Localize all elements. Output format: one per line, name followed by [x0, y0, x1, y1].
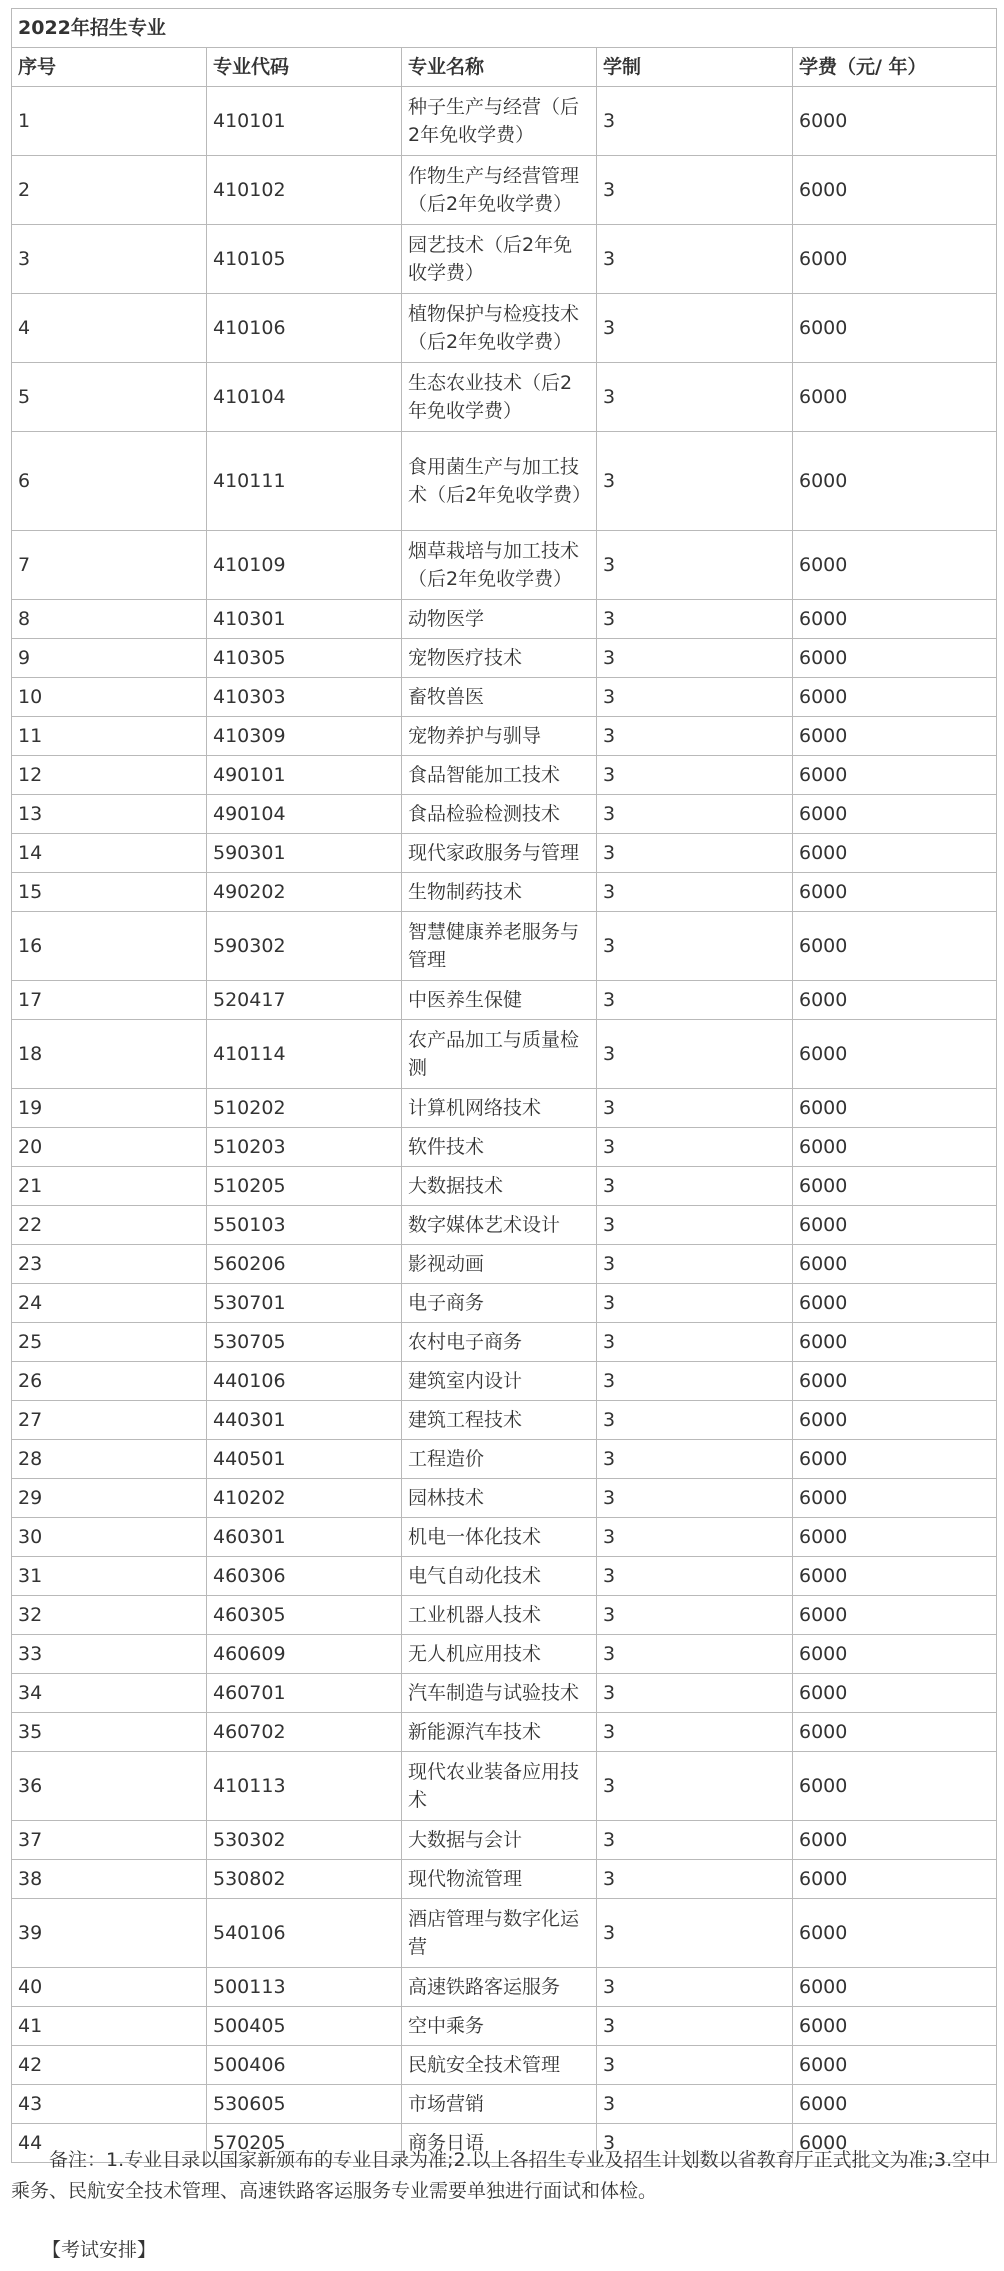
cell-fee: 6000: [793, 717, 997, 756]
cell-name: 种子生产与经营（后2年免收学费）: [402, 87, 597, 156]
cell-fee: 6000: [793, 432, 997, 531]
cell-name: 计算机网络技术: [402, 1089, 597, 1128]
cell-name: 农产品加工与质量检测: [402, 1020, 597, 1089]
cell-code: 410114: [207, 1020, 402, 1089]
cell-years: 3: [597, 1479, 793, 1518]
cell-no: 43: [12, 2085, 207, 2124]
cell-fee: 6000: [793, 981, 997, 1020]
cell-no: 28: [12, 1440, 207, 1479]
cell-code: 460305: [207, 1596, 402, 1635]
cell-years: 3: [597, 531, 793, 600]
table-row: [12, 1245, 997, 1284]
cell-name: 大数据技术: [402, 1167, 597, 1206]
cell-name: 商务日语: [402, 2124, 597, 2163]
cell-code: 510203: [207, 1128, 402, 1167]
cell-years: 3: [597, 1518, 793, 1557]
cell-fee: 6000: [793, 1752, 997, 1821]
cell-name: 电气自动化技术: [402, 1557, 597, 1596]
cell-code: 520417: [207, 981, 402, 1020]
table-row: [12, 1713, 997, 1752]
cell-code: 410102: [207, 156, 402, 225]
cell-years: 3: [597, 1245, 793, 1284]
cell-fee: 6000: [793, 912, 997, 981]
cell-no: 44: [12, 2124, 207, 2163]
cell-fee: 6000: [793, 1401, 997, 1440]
cell-no: 15: [12, 873, 207, 912]
cell-code: 590301: [207, 834, 402, 873]
table-row: [12, 2046, 997, 2085]
cell-fee: 6000: [793, 1089, 997, 1128]
cell-name: 烟草栽培与加工技术（后2年免收学费）: [402, 531, 597, 600]
cell-fee: 6000: [793, 1968, 997, 2007]
cell-code: 530802: [207, 1860, 402, 1899]
cell-no: 2: [12, 156, 207, 225]
table-row: [12, 1596, 997, 1635]
cell-years: 3: [597, 1167, 793, 1206]
table-row: [12, 156, 997, 225]
cell-name: 无人机应用技术: [402, 1635, 597, 1674]
cell-no: 25: [12, 1323, 207, 1362]
cell-fee: 6000: [793, 1284, 997, 1323]
cell-fee: 6000: [793, 756, 997, 795]
header-years: 学制: [597, 48, 793, 87]
cell-fee: 6000: [793, 2085, 997, 2124]
cell-no: 7: [12, 531, 207, 600]
cell-years: 3: [597, 678, 793, 717]
cell-years: 3: [597, 600, 793, 639]
cell-code: 410301: [207, 600, 402, 639]
cell-years: 3: [597, 2007, 793, 2046]
cell-code: 410109: [207, 531, 402, 600]
cell-code: 510205: [207, 1167, 402, 1206]
header-name: 专业名称: [402, 48, 597, 87]
cell-years: 3: [597, 2085, 793, 2124]
cell-name: 植物保护与检疫技术（后2年免收学费）: [402, 294, 597, 363]
cell-fee: 6000: [793, 1518, 997, 1557]
cell-no: 8: [12, 600, 207, 639]
cell-name: 园艺技术（后2年免收学费）: [402, 225, 597, 294]
cell-years: 3: [597, 294, 793, 363]
cell-no: 34: [12, 1674, 207, 1713]
cell-years: 3: [597, 1821, 793, 1860]
cell-name: 软件技术: [402, 1128, 597, 1167]
cell-name: 民航安全技术管理: [402, 2046, 597, 2085]
table-row: [12, 225, 997, 294]
cell-no: 3: [12, 225, 207, 294]
cell-years: 3: [597, 1284, 793, 1323]
cell-code: 410104: [207, 363, 402, 432]
cell-name: 电子商务: [402, 1284, 597, 1323]
cell-code: 540106: [207, 1899, 402, 1968]
table-header-row: [12, 48, 997, 87]
cell-fee: 6000: [793, 1860, 997, 1899]
cell-years: 3: [597, 1206, 793, 1245]
cell-name: 新能源汽车技术: [402, 1713, 597, 1752]
cell-code: 410305: [207, 639, 402, 678]
table-row: [12, 1401, 997, 1440]
cell-fee: 6000: [793, 795, 997, 834]
cell-code: 570205: [207, 2124, 402, 2163]
cell-no: 37: [12, 1821, 207, 1860]
cell-name: 生物制药技术: [402, 873, 597, 912]
cell-code: 410111: [207, 432, 402, 531]
table-row: [12, 1518, 997, 1557]
cell-fee: 6000: [793, 531, 997, 600]
cell-name: 建筑工程技术: [402, 1401, 597, 1440]
cell-no: 24: [12, 1284, 207, 1323]
cell-code: 460301: [207, 1518, 402, 1557]
cell-years: 3: [597, 1020, 793, 1089]
cell-fee: 6000: [793, 1821, 997, 1860]
cell-code: 550103: [207, 1206, 402, 1245]
table-row: [12, 795, 997, 834]
cell-code: 440501: [207, 1440, 402, 1479]
cell-years: 3: [597, 1557, 793, 1596]
table-row: [12, 1557, 997, 1596]
cell-years: 3: [597, 1899, 793, 1968]
cell-fee: 6000: [793, 1899, 997, 1968]
cell-code: 460702: [207, 1713, 402, 1752]
cell-code: 500406: [207, 2046, 402, 2085]
cell-no: 12: [12, 756, 207, 795]
cell-years: 3: [597, 156, 793, 225]
cell-code: 410106: [207, 294, 402, 363]
cell-years: 3: [597, 432, 793, 531]
cell-fee: 6000: [793, 1635, 997, 1674]
cell-fee: 6000: [793, 1479, 997, 1518]
cell-code: 410202: [207, 1479, 402, 1518]
cell-name: 机电一体化技术: [402, 1518, 597, 1557]
cell-name: 酒店管理与数字化运营: [402, 1899, 597, 1968]
cell-fee: 6000: [793, 1245, 997, 1284]
cell-fee: 6000: [793, 1206, 997, 1245]
cell-fee: 6000: [793, 639, 997, 678]
cell-years: 3: [597, 1968, 793, 2007]
table-row: [12, 1635, 997, 1674]
table-row: [12, 1362, 997, 1401]
cell-years: 3: [597, 1440, 793, 1479]
cell-no: 1: [12, 87, 207, 156]
cell-years: 3: [597, 2046, 793, 2085]
cell-no: 23: [12, 1245, 207, 1284]
cell-fee: 6000: [793, 294, 997, 363]
cell-code: 530302: [207, 1821, 402, 1860]
table-row: [12, 756, 997, 795]
cell-name: 宠物医疗技术: [402, 639, 597, 678]
cell-no: 14: [12, 834, 207, 873]
table-row: [12, 432, 997, 531]
cell-code: 530701: [207, 1284, 402, 1323]
cell-fee: 6000: [793, 156, 997, 225]
cell-code: 530605: [207, 2085, 402, 2124]
cell-years: 3: [597, 1860, 793, 1899]
cell-fee: 6000: [793, 87, 997, 156]
cell-no: 29: [12, 1479, 207, 1518]
cell-name: 农村电子商务: [402, 1323, 597, 1362]
header-fee: 学费（元/ 年）: [793, 48, 997, 87]
table-row: [12, 1284, 997, 1323]
cell-code: 410113: [207, 1752, 402, 1821]
cell-fee: 6000: [793, 225, 997, 294]
cell-no: 21: [12, 1167, 207, 1206]
cell-fee: 6000: [793, 2007, 997, 2046]
cell-fee: 6000: [793, 2124, 997, 2163]
cell-name: 畜牧兽医: [402, 678, 597, 717]
cell-name: 影视动画: [402, 1245, 597, 1284]
cell-code: 440106: [207, 1362, 402, 1401]
cell-years: 3: [597, 717, 793, 756]
cell-code: 460609: [207, 1635, 402, 1674]
cell-code: 490104: [207, 795, 402, 834]
cell-fee: 6000: [793, 1167, 997, 1206]
cell-name: 建筑室内设计: [402, 1362, 597, 1401]
table-row: [12, 1479, 997, 1518]
cell-fee: 6000: [793, 1362, 997, 1401]
cell-no: 22: [12, 1206, 207, 1245]
cell-code: 490101: [207, 756, 402, 795]
cell-code: 590302: [207, 912, 402, 981]
cell-no: 41: [12, 2007, 207, 2046]
cell-years: 3: [597, 912, 793, 981]
cell-code: 410309: [207, 717, 402, 756]
table-row: [12, 531, 997, 600]
cell-code: 560206: [207, 1245, 402, 1284]
table-row: [12, 1323, 997, 1362]
cell-no: 19: [12, 1089, 207, 1128]
cell-name: 智慧健康养老服务与管理: [402, 912, 597, 981]
cell-name: 大数据与会计: [402, 1821, 597, 1860]
cell-no: 16: [12, 912, 207, 981]
cell-no: 20: [12, 1128, 207, 1167]
table-row: [12, 1674, 997, 1713]
cell-code: 460701: [207, 1674, 402, 1713]
cell-fee: 6000: [793, 1020, 997, 1089]
cell-years: 3: [597, 981, 793, 1020]
cell-no: 42: [12, 2046, 207, 2085]
cell-name: 园林技术: [402, 1479, 597, 1518]
table-row: [12, 639, 997, 678]
table-row: [12, 2007, 997, 2046]
table-row: [12, 600, 997, 639]
table-row: [12, 1821, 997, 1860]
cell-name: 生态农业技术（后2年免收学费）: [402, 363, 597, 432]
table-row: [12, 294, 997, 363]
cell-no: 30: [12, 1518, 207, 1557]
table-row: [12, 1860, 997, 1899]
cell-code: 460306: [207, 1557, 402, 1596]
cell-name: 食用菌生产与加工技术（后2年免收学费）: [402, 432, 597, 531]
cell-no: 38: [12, 1860, 207, 1899]
cell-no: 36: [12, 1752, 207, 1821]
cell-no: 31: [12, 1557, 207, 1596]
cell-years: 3: [597, 1596, 793, 1635]
cell-code: 500113: [207, 1968, 402, 2007]
cell-years: 3: [597, 834, 793, 873]
cell-code: 510202: [207, 1089, 402, 1128]
cell-no: 4: [12, 294, 207, 363]
table-row: [12, 363, 997, 432]
cell-code: 410105: [207, 225, 402, 294]
cell-code: 490202: [207, 873, 402, 912]
cell-years: 3: [597, 1362, 793, 1401]
table-row: [12, 1128, 997, 1167]
cell-years: 3: [597, 1752, 793, 1821]
cell-fee: 6000: [793, 1128, 997, 1167]
cell-years: 3: [597, 639, 793, 678]
cell-name: 宠物养护与驯导: [402, 717, 597, 756]
table-body: [12, 87, 997, 2163]
cell-years: 3: [597, 87, 793, 156]
cell-no: 17: [12, 981, 207, 1020]
cell-name: 中医养生保健: [402, 981, 597, 1020]
cell-years: 3: [597, 1401, 793, 1440]
table-row: [12, 1752, 997, 1821]
cell-code: 500405: [207, 2007, 402, 2046]
cell-no: 40: [12, 1968, 207, 2007]
cell-name: 现代家政服务与管理: [402, 834, 597, 873]
cell-no: 26: [12, 1362, 207, 1401]
cell-name: 作物生产与经营管理（后2年免收学费）: [402, 156, 597, 225]
cell-code: 440301: [207, 1401, 402, 1440]
cell-years: 3: [597, 1089, 793, 1128]
header-code: 专业代码: [207, 48, 402, 87]
table-row: [12, 981, 997, 1020]
cell-name: 食品检验检测技术: [402, 795, 597, 834]
table-row: [12, 1440, 997, 1479]
cell-name: 汽车制造与试验技术: [402, 1674, 597, 1713]
cell-no: 18: [12, 1020, 207, 1089]
cell-years: 3: [597, 363, 793, 432]
table-row: [12, 1020, 997, 1089]
cell-code: 530705: [207, 1323, 402, 1362]
cell-years: 3: [597, 795, 793, 834]
cell-no: 33: [12, 1635, 207, 1674]
cell-fee: 6000: [793, 1440, 997, 1479]
cell-no: 6: [12, 432, 207, 531]
cell-fee: 6000: [793, 1674, 997, 1713]
cell-years: 3: [597, 225, 793, 294]
table-row: [12, 834, 997, 873]
cell-no: 10: [12, 678, 207, 717]
table-row: [12, 2085, 997, 2124]
cell-years: 3: [597, 1323, 793, 1362]
cell-name: 工程造价: [402, 1440, 597, 1479]
majors-table: [11, 8, 997, 2163]
table-row: [12, 717, 997, 756]
cell-name: 数字媒体艺术设计: [402, 1206, 597, 1245]
cell-years: 3: [597, 1635, 793, 1674]
cell-fee: 6000: [793, 363, 997, 432]
cell-no: 27: [12, 1401, 207, 1440]
cell-name: 现代物流管理: [402, 1860, 597, 1899]
cell-fee: 6000: [793, 1323, 997, 1362]
cell-no: 35: [12, 1713, 207, 1752]
table-row: [12, 1899, 997, 1968]
cell-no: 32: [12, 1596, 207, 1635]
cell-fee: 6000: [793, 873, 997, 912]
header-no: 序号: [12, 48, 207, 87]
cell-name: 高速铁路客运服务: [402, 1968, 597, 2007]
cell-fee: 6000: [793, 834, 997, 873]
cell-no: 11: [12, 717, 207, 756]
cell-years: 3: [597, 1713, 793, 1752]
cell-years: 3: [597, 756, 793, 795]
table-row: [12, 873, 997, 912]
cell-code: 410303: [207, 678, 402, 717]
cell-fee: 6000: [793, 1596, 997, 1635]
cell-name: 工业机器人技术: [402, 1596, 597, 1635]
cell-name: 现代农业装备应用技术: [402, 1752, 597, 1821]
cell-name: 市场营销: [402, 2085, 597, 2124]
cell-fee: 6000: [793, 600, 997, 639]
cell-years: 3: [597, 873, 793, 912]
cell-no: 9: [12, 639, 207, 678]
table-row: [12, 1968, 997, 2007]
table-row: [12, 1167, 997, 1206]
cell-fee: 6000: [793, 678, 997, 717]
cell-no: 39: [12, 1899, 207, 1968]
cell-years: 3: [597, 1128, 793, 1167]
cell-fee: 6000: [793, 1557, 997, 1596]
cell-name: 空中乘务: [402, 2007, 597, 2046]
cell-no: 13: [12, 795, 207, 834]
cell-name: 食品智能加工技术: [402, 756, 597, 795]
cell-fee: 6000: [793, 2046, 997, 2085]
cell-fee: 6000: [793, 1713, 997, 1752]
table-title-row: [12, 9, 997, 48]
table-row: [12, 87, 997, 156]
cell-name: 动物医学: [402, 600, 597, 639]
cell-no: 5: [12, 363, 207, 432]
remarks-note: 备注：1.专业目录以国家新颁布的专业目录为准;2.以上各招生专业及招生计划数以省教育厅正式批文为准;3.空中乘务、民航安全技术管理、高速铁路客运服务专业需要单独进行面试和体检。: [11, 2149, 991, 2202]
table-row: [12, 1089, 997, 1128]
table-row: [12, 912, 997, 981]
exam-schedule-heading: 【考试安排】: [42, 2239, 157, 2261]
table-row: [12, 1206, 997, 1245]
cell-years: 3: [597, 1674, 793, 1713]
cell-code: 410101: [207, 87, 402, 156]
table-title: 2022年招生专业: [12, 9, 997, 48]
table-row: [12, 678, 997, 717]
cell-years: 3: [597, 2124, 793, 2163]
